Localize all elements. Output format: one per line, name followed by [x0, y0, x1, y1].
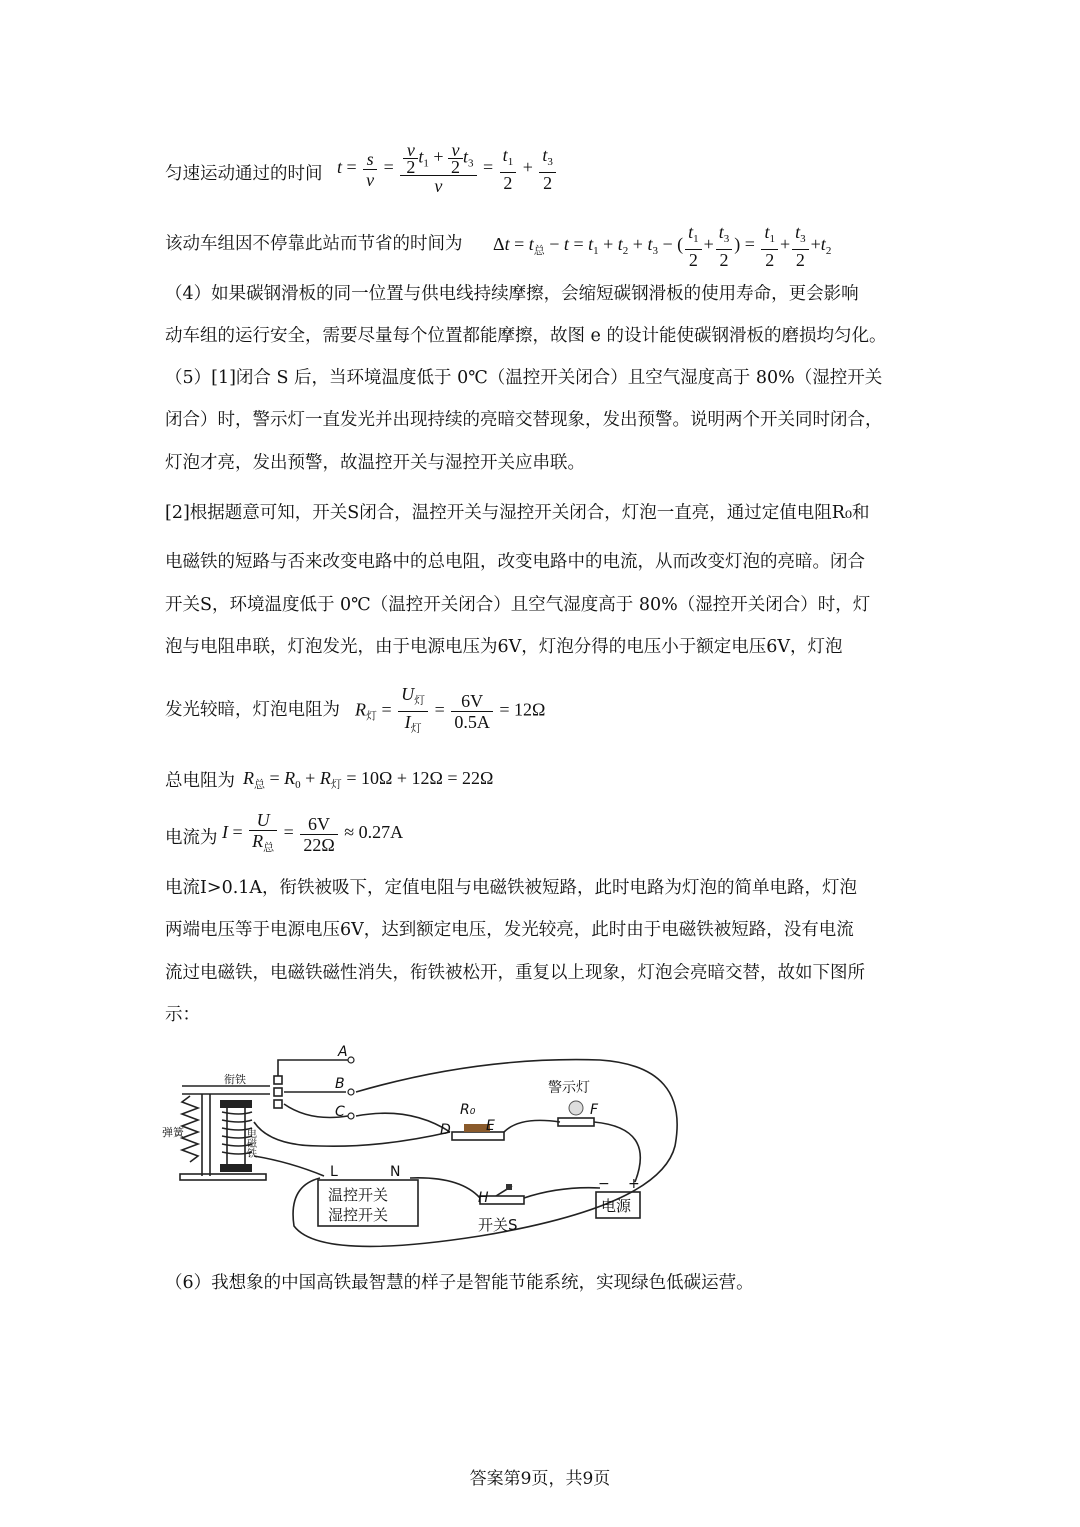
- text-line: 该动车组因不停靠此站而节省的时间为: [165, 234, 463, 254]
- time-equation: t = $\frac{s}{v}$ = $\frac{v}{2}$ $t_1$ + $\frac{v}{2}$ $t_3$ v = $\frac{t_1}{2}$ + $\frac{t_3}{2}$: [337, 142, 558, 196]
- text-line: 开关S，环境温度低于 0℃（温控开关闭合）且空气湿度高于 80%（湿控开关闭合）时，灯: [165, 595, 871, 615]
- label-N: N: [390, 1164, 401, 1180]
- total-resistance-equation: $R_总 = R_0 + R_灯 = 10\Omega + 12\Omega = 22\Omega$: [243, 768, 494, 791]
- text-line: 动车组的运行安全，需要尽量每个位置都能摩擦，故图 e 的设计能使碳钢滑板的磨损均匀化。: [165, 326, 887, 346]
- current-equation: I = $\frac{U}{R_总}$ = $\frac{6V}{22\Omega}$ ≈ 0.27A: [222, 810, 404, 855]
- label-warning-lamp: 警示灯: [548, 1080, 590, 1096]
- lamp-resistance-equation: $R_灯$ = $\frac{U_灯}{I_灯}$ = $\frac{6V}{0.5A}$ = 12Ω: [355, 684, 546, 735]
- text-line: 灯泡才亮，发出预警，故温控开关与湿控开关应串联。: [165, 453, 585, 473]
- label-B: B: [335, 1076, 345, 1092]
- label-armature: 衔铁: [224, 1073, 246, 1086]
- circuit-diagram: [160, 1036, 690, 1258]
- label-temp-switch: 温控开关: [328, 1186, 389, 1204]
- text-line: [2]根据题意可知，开关S闭合，温控开关与湿控开关闭合，灯泡一直亮，通过定值电阻R₀和: [165, 503, 870, 523]
- label-H: H: [478, 1190, 489, 1206]
- text-line: 总电阻为: [165, 771, 235, 791]
- label-L: L: [330, 1164, 338, 1180]
- text-line: 示：: [165, 1005, 200, 1025]
- text-line: 电流I>0.1A，衔铁被吸下，定值电阻与电磁铁被短路，此时电路为灯泡的简单电路，灯泡: [165, 878, 858, 898]
- text-line: 发光较暗，灯泡电阻为: [165, 700, 340, 720]
- label-plus: +: [628, 1176, 640, 1192]
- label-switch-s: 开关S: [478, 1216, 518, 1234]
- text-line: 电磁铁的短路与否来改变电路中的总电阻，改变电路中的电流，从而改变灯泡的亮暗。闭合: [165, 552, 865, 572]
- label-F: F: [590, 1102, 599, 1118]
- text-line: （6）我想象的中国高铁最智慧的样子是智能节能系统，实现绿色低碳运营。: [165, 1273, 754, 1293]
- label-power: 电源: [601, 1197, 632, 1215]
- text-line: 闭合）时，警示灯一直发光并出现持续的亮暗交替现象，发出预警。说明两个开关同时闭合，: [165, 410, 883, 430]
- label-D: D: [440, 1122, 451, 1138]
- label-spring: 弹簧: [162, 1126, 184, 1139]
- label-electromagnet: 电磁铁: [244, 1128, 256, 1158]
- page-footer: 答案第9页，共9页: [469, 1469, 611, 1489]
- text-line: 泡与电阻串联，灯泡发光，由于电源电压为6V，灯泡分得的电压小于额定电压6V，灯泡: [165, 637, 843, 657]
- text-line: 两端电压等于电源电压6V，达到额定电压，发光较亮，此时由于电磁铁被短路，没有电流: [165, 920, 854, 940]
- label-A: A: [338, 1044, 348, 1060]
- saved-time-equation: $\Delta t = t_总 - t = t_1 + t_2 + t_3$ − ( $\frac{t_1}{2}$ + $\frac{t_3}{2}$ ) = $\frac{t_1}{2}$ + $\frac{t_3}{2}$ $+t_2$: [493, 222, 832, 270]
- text-line: 流过电磁铁，电磁铁磁性消失，衔铁被松开，重复以上现象，灯泡会亮暗交替，故如下图所: [165, 963, 865, 983]
- label-C: C: [335, 1104, 345, 1120]
- label-minus: −: [598, 1176, 610, 1192]
- text-line: 电流为: [165, 828, 218, 848]
- text-line: 匀速运动通过的时间: [165, 164, 323, 184]
- label-E: E: [486, 1118, 495, 1134]
- text-line: （4）如果碳钢滑板的同一位置与供电线持续摩擦，会缩短碳钢滑板的使用寿命，更会影响: [165, 284, 859, 304]
- label-R0: R₀: [460, 1102, 476, 1118]
- text-line: （5）[1]闭合 S 后，当环境温度低于 0℃（温控开关闭合）且空气湿度高于 80%（湿控开关: [165, 368, 883, 388]
- label-humid-switch: 湿控开关: [328, 1206, 389, 1224]
